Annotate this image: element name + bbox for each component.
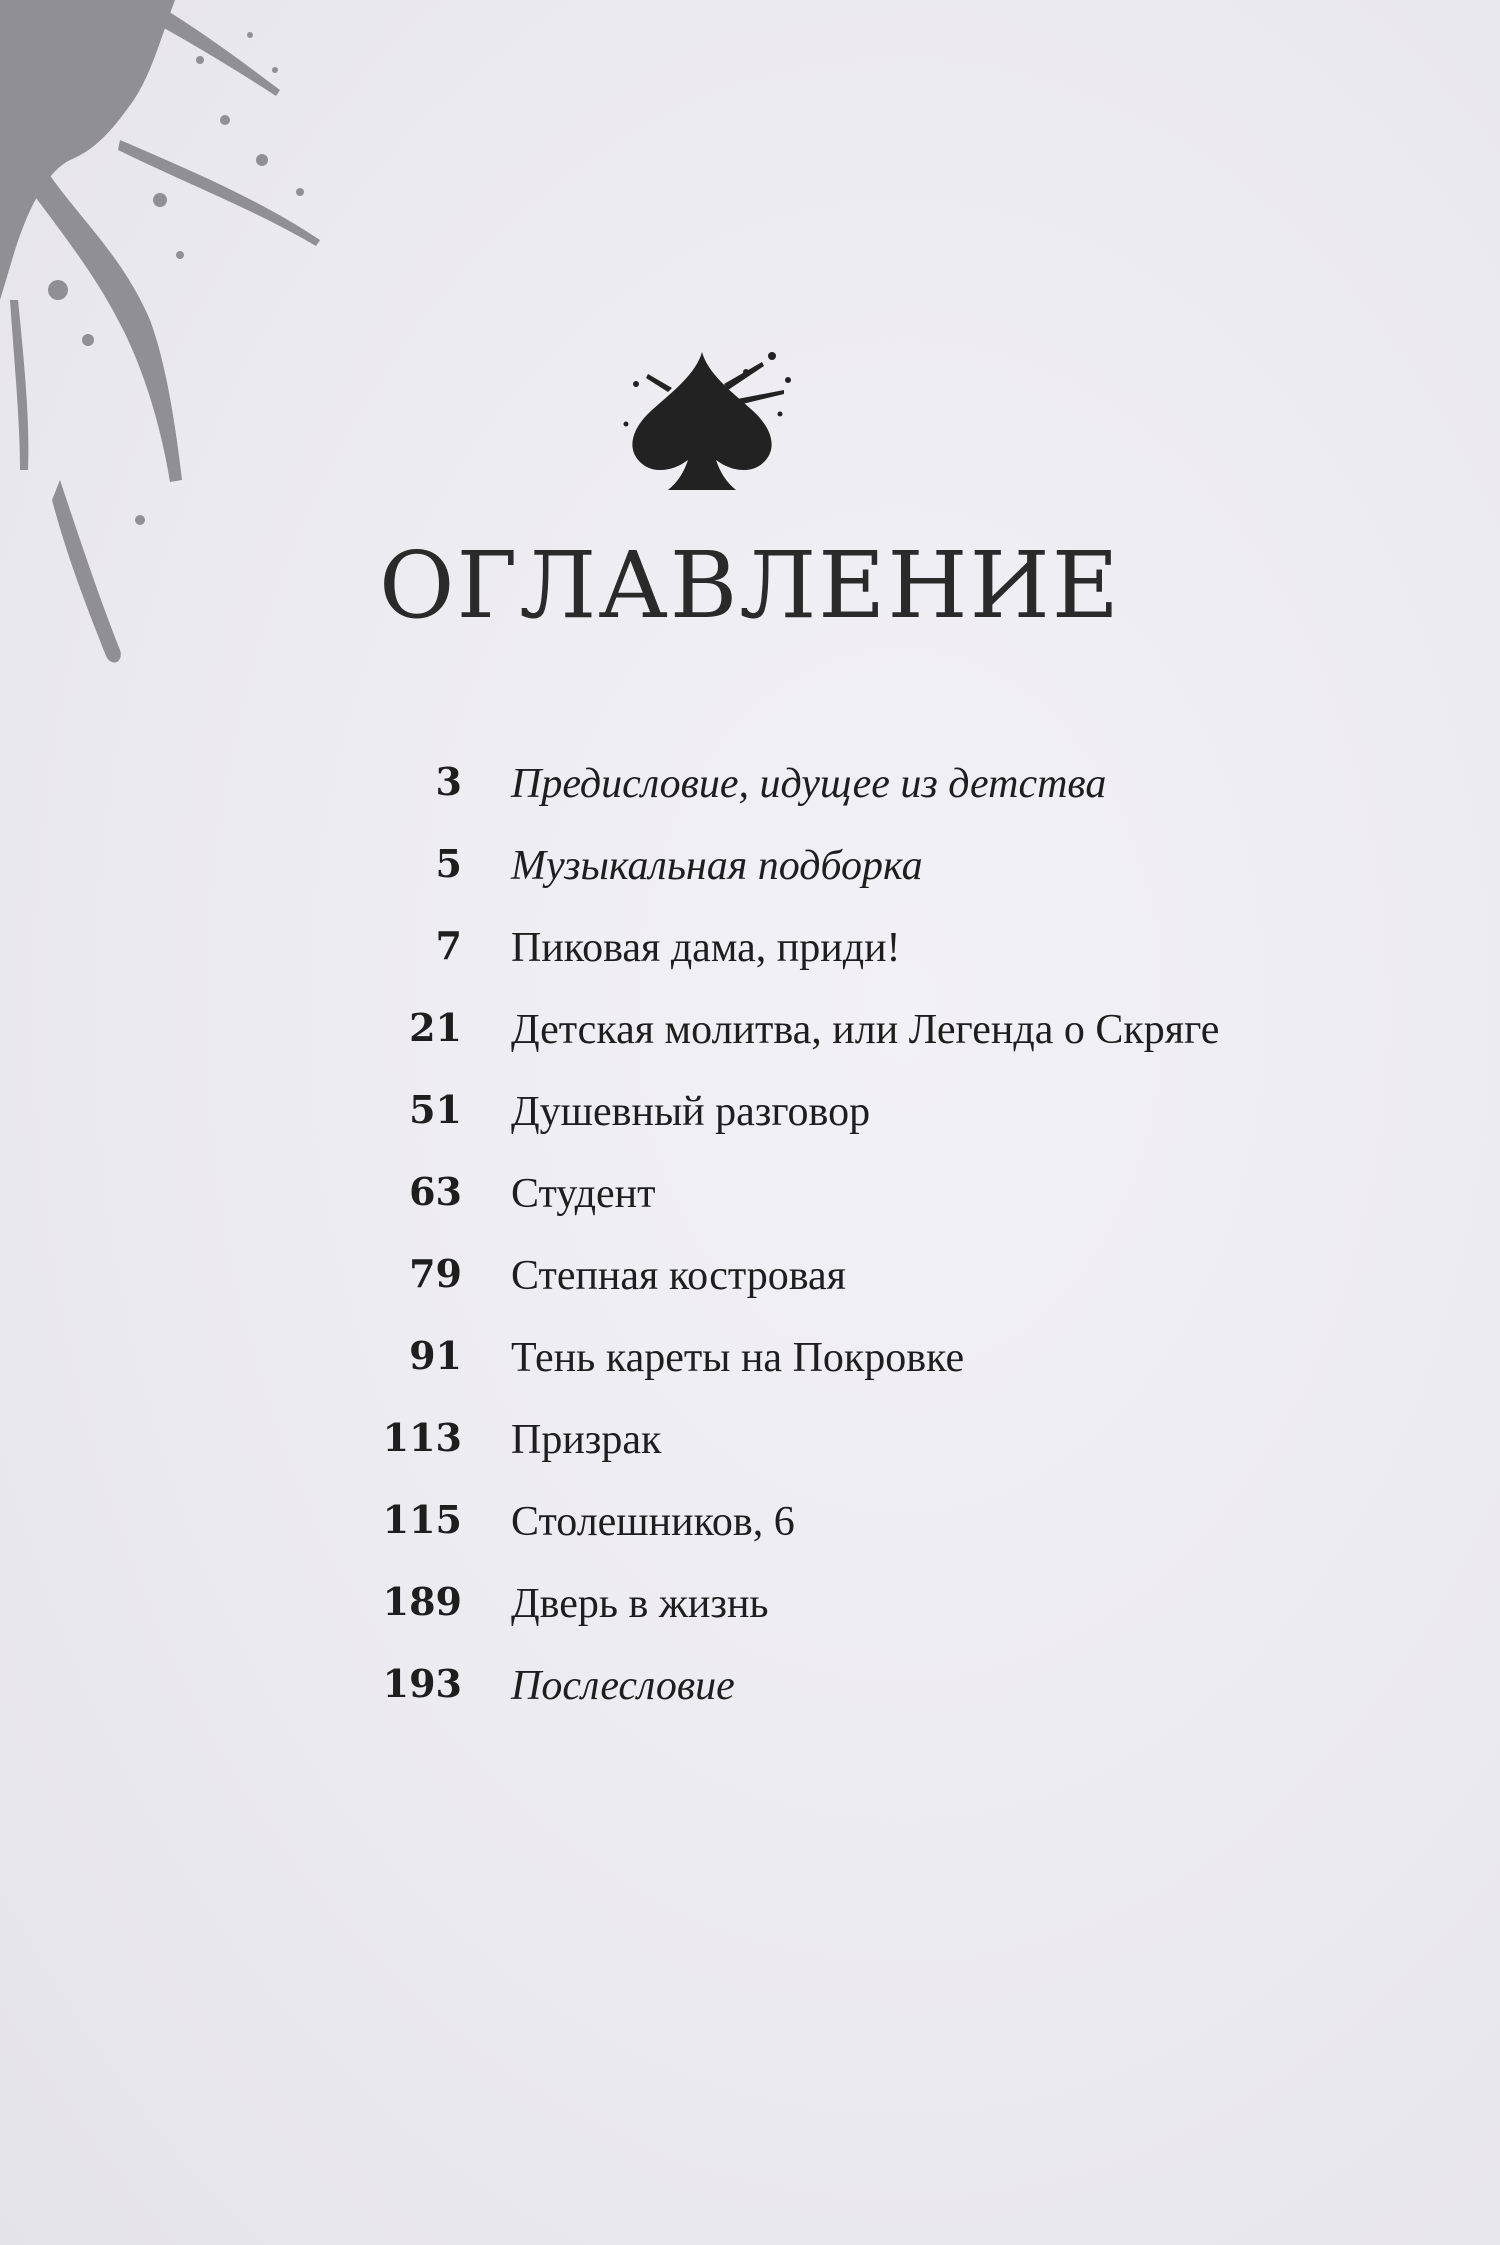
toc-page-number: 113 <box>382 1415 462 1460</box>
toc-chapter-title: Детская молитва, или Легенда о Скряге <box>511 1007 1220 1053</box>
toc-page-number: 21 <box>409 1005 462 1050</box>
spade-icon <box>612 344 792 494</box>
toc-chapter-title: Душевный разговор <box>511 1089 871 1135</box>
toc-page-number: 7 <box>435 923 462 968</box>
toc-chapter-title: Пиковая дама, приди! <box>511 925 901 971</box>
toc-entry <box>370 1497 1370 1583</box>
toc-page-number: 5 <box>435 841 462 886</box>
page-title: ОГЛАВЛЕНИЕ <box>379 532 1121 639</box>
toc-page-number: 189 <box>382 1579 462 1624</box>
toc-entry <box>370 1169 1370 1255</box>
toc-entry <box>370 1579 1370 1665</box>
toc-page-number: 51 <box>409 1087 462 1132</box>
toc-chapter-title: Предисловие, идущее из детства <box>511 761 1107 807</box>
toc-entry <box>370 759 1370 845</box>
toc-chapter-title: Столешников, 6 <box>511 1499 795 1545</box>
toc-entry <box>370 841 1370 927</box>
toc-chapter-title: Дверь в жизнь <box>511 1581 769 1627</box>
toc-page-number: 91 <box>409 1333 462 1378</box>
toc-entry <box>370 923 1370 1009</box>
toc-entry <box>370 1005 1370 1091</box>
table-of-contents <box>370 759 1370 1747</box>
toc-entry <box>370 1087 1370 1173</box>
toc-chapter-title: Студент <box>511 1171 656 1217</box>
toc-page-number: 193 <box>382 1661 462 1706</box>
toc-chapter-title: Послесловие <box>511 1663 735 1709</box>
toc-entry <box>370 1333 1370 1419</box>
toc-page-number: 63 <box>409 1169 462 1214</box>
toc-entry <box>370 1661 1370 1747</box>
toc-page-number: 3 <box>435 759 462 804</box>
toc-chapter-title: Тень кареты на Покровке <box>511 1335 965 1381</box>
toc-page-number: 79 <box>409 1251 462 1296</box>
toc-chapter-title: Музыкальная подборка <box>511 843 923 889</box>
toc-chapter-title: Степная костровая <box>511 1253 846 1299</box>
toc-entry <box>370 1251 1370 1337</box>
toc-page-number: 115 <box>382 1497 462 1542</box>
toc-entry <box>370 1415 1370 1501</box>
toc-chapter-title: Призрак <box>511 1417 662 1463</box>
